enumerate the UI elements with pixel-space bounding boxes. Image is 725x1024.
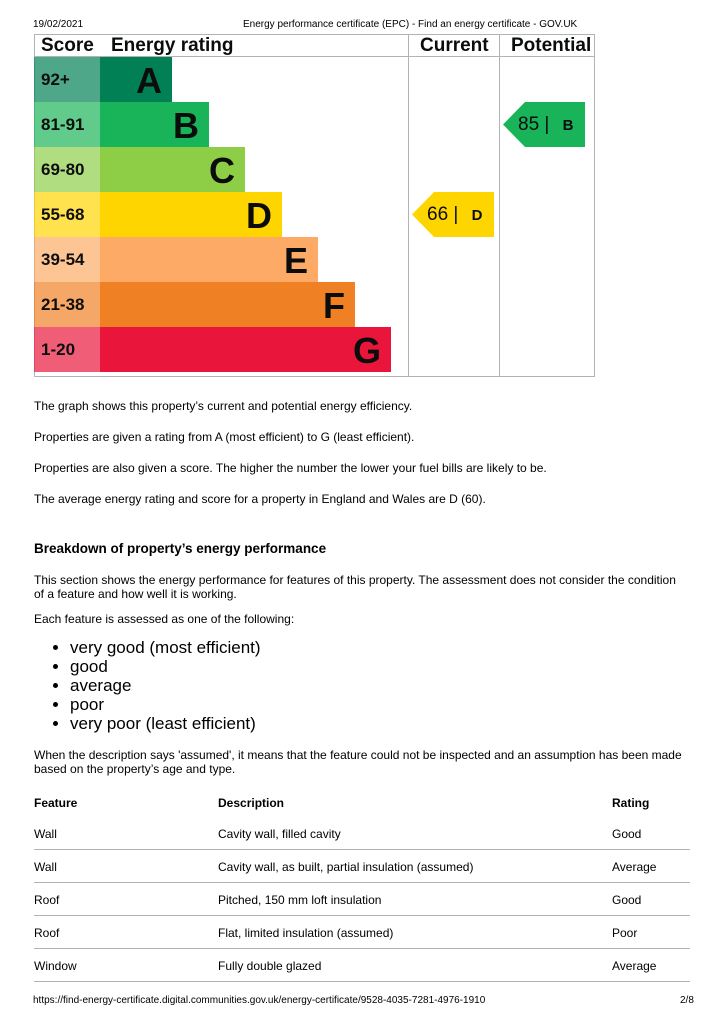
table-header-row xyxy=(34,786,690,817)
feature-cell: Roof xyxy=(34,893,60,907)
feature-cell: Roof xyxy=(34,926,60,940)
potential-column-divider xyxy=(499,34,500,377)
rating-cell: Good xyxy=(612,893,642,907)
potential-letter: B xyxy=(562,117,574,134)
description-cell: Flat, limited insulation (assumed) xyxy=(218,926,394,940)
band-bar-g: G xyxy=(100,327,391,372)
page-number: 2/8 xyxy=(680,995,694,1006)
intro-average-text: The average energy rating and score for a property in England and Wales are D (60). xyxy=(34,492,486,506)
band-score-g: 1-20 xyxy=(34,327,100,372)
potential-rating-arrow xyxy=(503,102,585,147)
current-letter: D xyxy=(471,207,483,224)
description-cell: Fully double glazed xyxy=(218,959,322,973)
intro-graph-text: The graph shows this property’s current and potential energy efficiency. xyxy=(34,399,413,413)
feature-column-header: Feature xyxy=(34,796,78,810)
potential-score: 85 xyxy=(518,114,540,135)
description-cell: Cavity wall, filled cavity xyxy=(218,827,341,841)
list-item: • very poor (least efficient) xyxy=(70,714,261,733)
band-bar-f: F xyxy=(100,282,355,327)
list-item: • very good (most efficient) xyxy=(70,638,261,657)
current-column-header: Current xyxy=(420,35,489,56)
footer-url: https://find-energy-certificate.digital.communities.gov.uk/energy-certificate/9528-4035-7281-4976-1910 xyxy=(33,995,486,1006)
table-row xyxy=(34,817,690,850)
list-item: • poor xyxy=(70,695,261,714)
rating-column-header: Energy rating xyxy=(111,35,234,56)
assumed-note: When the description says 'assumed', it means that the feature could not be inspected and an assumption has been made based on the property’s age and type. xyxy=(34,748,682,776)
table-row xyxy=(34,916,690,949)
rating-cell: Poor xyxy=(612,926,638,940)
current-score: 66 xyxy=(427,204,449,225)
band-score-a: 92+ xyxy=(34,57,100,102)
rating-cell: Average xyxy=(612,860,657,874)
list-item: • average xyxy=(70,676,261,695)
rating-cell: Average xyxy=(612,959,657,973)
potential-separator: | xyxy=(539,114,555,135)
table-row xyxy=(34,850,690,883)
list-item: • good xyxy=(70,657,261,676)
assessment-levels-list xyxy=(34,638,261,733)
description-cell: Cavity wall, as built, partial insulation (assumed) xyxy=(218,860,474,874)
band-bar-d: D xyxy=(100,192,282,237)
intro-score-text: Properties are also given a score. The higher the number the lower your fuel bills are likely to be. xyxy=(34,461,547,475)
band-bar-b: B xyxy=(100,102,209,147)
table-row xyxy=(34,883,690,916)
energy-rating-chart xyxy=(34,34,595,377)
table-row xyxy=(34,949,690,982)
score-column-header: Score xyxy=(41,35,94,56)
band-bar-e: E xyxy=(100,237,318,282)
breakdown-description: This section shows the energy performance for features of this property. The assessment does not consider the condition of a feature and how well it is working. xyxy=(34,573,676,601)
band-score-b: 81-91 xyxy=(34,102,100,147)
band-bar-a: A xyxy=(100,57,172,102)
description-column-header: Description xyxy=(218,796,285,810)
description-cell: Pitched, 150 mm loft insulation xyxy=(218,893,382,907)
rating-cell: Good xyxy=(612,827,642,841)
intro-rating-text: Properties are given a rating from A (most efficient) to G (least efficient). xyxy=(34,430,415,444)
print-date: 19/02/2021 xyxy=(33,19,84,30)
potential-column-header: Potential xyxy=(511,35,592,56)
breakdown-instruction: Each feature is assessed as one of the following: xyxy=(34,612,295,626)
feature-cell: Wall xyxy=(34,827,57,841)
features-table xyxy=(34,786,690,982)
feature-cell: Window xyxy=(34,959,77,973)
current-rating-arrow xyxy=(412,192,494,237)
band-bar-c: C xyxy=(100,147,245,192)
breakdown-heading: Breakdown of property’s energy performance xyxy=(34,541,327,556)
band-score-e: 39-54 xyxy=(34,237,100,282)
band-score-d: 55-68 xyxy=(34,192,100,237)
current-separator: | xyxy=(448,204,464,225)
page-title: Energy performance certificate (EPC) - Find an energy certificate - GOV.UK xyxy=(243,19,578,30)
band-score-f: 21-38 xyxy=(34,282,100,327)
feature-cell: Wall xyxy=(34,860,57,874)
band-score-c: 69-80 xyxy=(34,147,100,192)
rating-column-header: Rating xyxy=(612,796,650,810)
current-column-divider xyxy=(408,34,409,377)
